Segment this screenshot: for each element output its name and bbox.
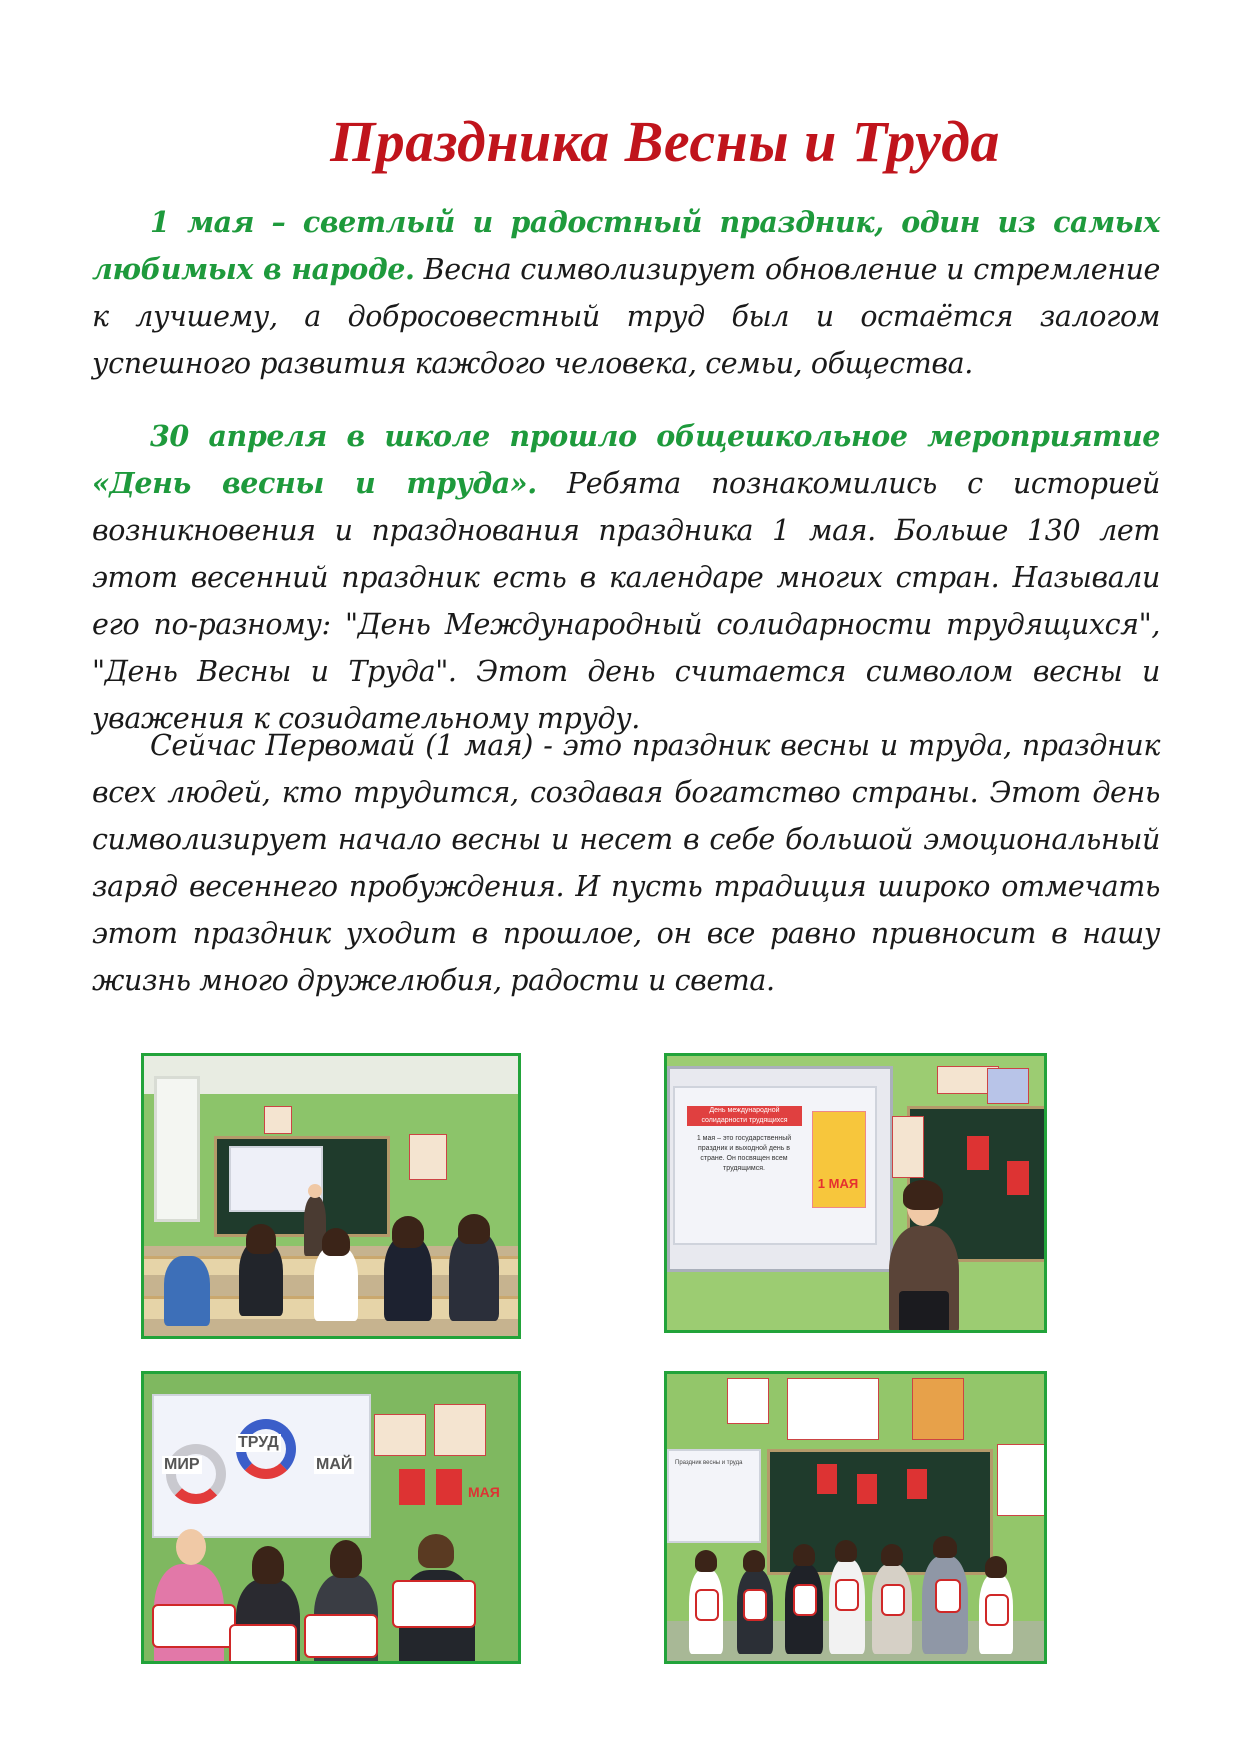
- slide-title: Праздник весны и труда: [675, 1460, 743, 1466]
- paragraph-3-text: Сейчас Первомай (1 мая) - это праздник весны и труда, праздник всех людей, кто трудится, создавая богатство страны. Этот день символизирует начало весны и несет в себе большой эмоциональный заряд весеннего пробуждения. И пусть традиция широко отмечать этот праздник уходит в прошлое, он все равно привносит в нашу жизнь много дружелюбия, радости и света.: [92, 729, 1160, 997]
- slide-card-label: 1 МАЯ: [817, 1176, 859, 1191]
- paragraph-3: [92, 722, 1160, 1004]
- slide-title: День международной солидарности трудящихся: [687, 1106, 802, 1126]
- paragraph-1: [92, 199, 1160, 387]
- photo-students-mir-trud-mai: [141, 1371, 521, 1664]
- paragraph-1-highlight: 1 мая – светлый и радостный праздник, один из самых любимых в народе.: [92, 205, 1160, 286]
- photo-teacher-presentation: [664, 1053, 1047, 1333]
- slide-word-mir: МИР: [164, 1456, 200, 1473]
- page-title: Праздника Весны и Труда: [330, 109, 1000, 174]
- photo-students-group: [664, 1371, 1047, 1664]
- flag-label: МАЯ: [468, 1484, 500, 1500]
- slide-word-trud: ТРУД: [238, 1434, 279, 1451]
- slide-text: 1 мая – это государственный праздник и выходной день в стране. Он посвящен всем трудящимся.: [696, 1135, 792, 1172]
- paragraph-2-highlight: 30 апреля в школе прошло общешкольное мероприятие «День весны и труда».: [92, 419, 1160, 500]
- paragraph-1-text: Весна символизирует обновление и стремление к лучшему, а добросовестный труд был и остаётся залогом успешного развития каждого человека, семьи, общества.: [92, 253, 1160, 380]
- photo-classroom-back: [141, 1053, 521, 1339]
- paragraph-2-text: Ребята познакомились с историей возникновения и празднования праздника 1 мая. Больше 130 лет этот весенний праздник есть в календаре многих стран. Называли его по-разному: "День Международный солидарности трудящихся", "День Весны и Труда". Этот день считается символом весны и уважения к созидательному труду.: [92, 467, 1160, 735]
- paragraph-2: [92, 413, 1160, 742]
- slide-word-mai: МАЙ: [316, 1456, 353, 1473]
